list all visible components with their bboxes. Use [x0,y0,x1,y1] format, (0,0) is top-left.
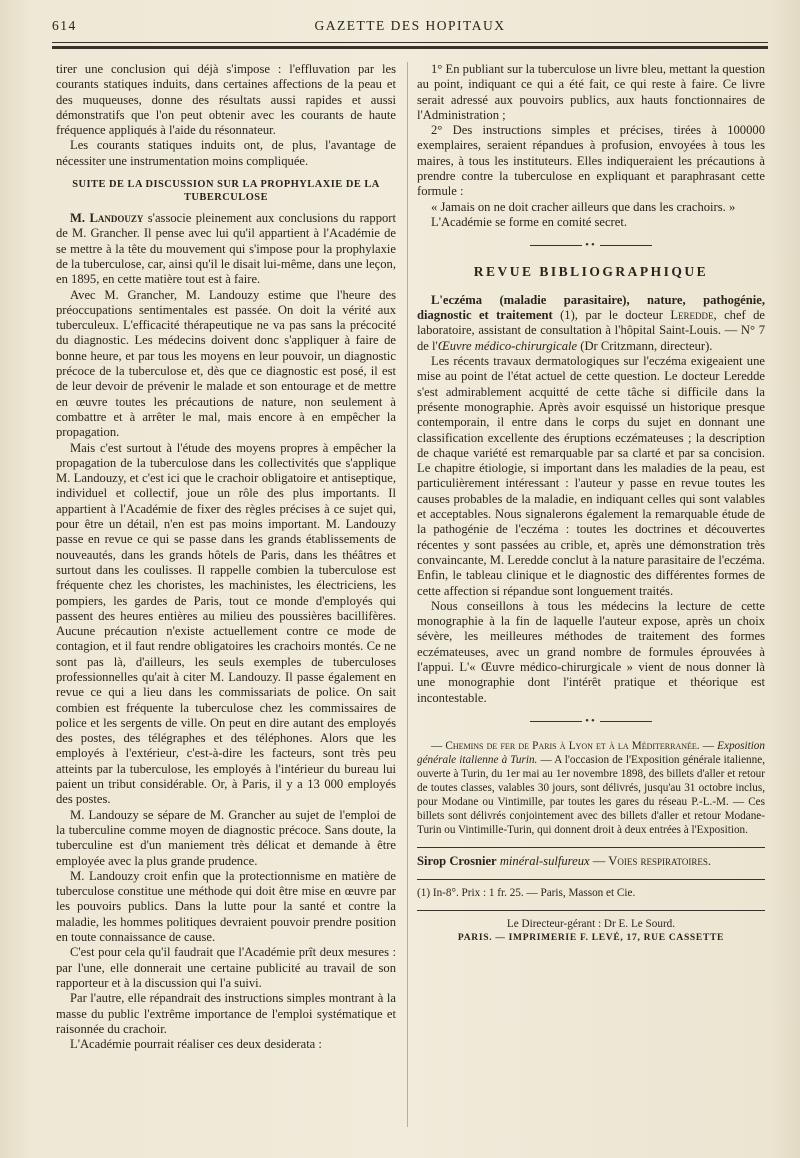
advertisement [417,854,765,869]
rail-notice [417,739,765,837]
rail-subject: Exposition générale italienne à Turin. [417,740,765,767]
paragraph: C'est pour cela qu'il faudrait que l'Académie prît deux mesures : par l'une, elle donnerait une certaine publicité au travail de son rapporteur et à la discussion qui l'a suivi. [56,945,396,990]
ad-product: minéral-sulfureux [499,854,590,869]
rail-heading: — Chemins de fer de Paris à Lyon et à la Méditerranée. — [431,740,718,753]
paragraph: tirer une conclusion qui déjà s'impose : l'effluvation par les courants statiques induits, dans certaines affections de la peau et des muqueuses, donne des résultats aussi rapides et aussi démonstratifs que l'on peut obtenir avec les courants de haute fréquence appliqués à l'aide du résonnateur. [56,62,396,138]
book-details: (1), par le docteur [552,308,671,323]
paragraph: M. Landouzy se sépare de M. Grancher au sujet de l'emploi de la tuberculine comme moyen de diagnostic précoce. Sans doute, la tuberculine est d'un maniement très délicat et demande à être employée avec la plus grande prudence. [56,807,396,868]
ad-name: Sirop Crosnier [417,854,497,869]
rail-body: — A l'occasion de l'Exposition générale italienne, ouverte à Turin, du 1er mai au 1er novembre 1898, des billets d'aller et retour de toutes classes, valables 30 jours, sont délivrés, jusqu'au 31 octobre inclus, pour Modane ou Vintimille, par toutes les gares du réseau P.-L.-M. — Ces billets sont délivrés conjointement avec des billets d'aller et retour Modane-Turin ou Vintimille-Turin, qui donnent droit à deux entrées à l'Exposition. [417,754,765,837]
director-line: Le Directeur-gérant : Dr E. Le Sourd. [506,918,676,931]
paragraph: Par l'autre, elle répandrait des instructions simples montrant à la masse du public l'extrême importance de l'emploi systématique et raisonnée du crachoir. [56,991,396,1036]
paragraph: Les courants statiques induits ont, de plus, l'avantage de nécessiter une instrumentation moins compliquée. [56,138,396,168]
divider [417,910,765,911]
column-divider [407,62,408,1127]
book-details: (Dr Critzmann, directeur). [577,338,713,353]
divider [417,847,765,848]
page-title: GAZETTE DES HOPITAUX [314,18,506,33]
page-header [52,18,768,40]
paragraph: Mais c'est surtout à l'étude des moyens propres à empêcher la propagation de la tuberculose dans les collectivités que s'applique M. Landouzy, et c'est ici que le crachoir obligatoire et antiseptique, individuel et collectif, joue un rôle des plus importants. Il appartient à l'Académie de fixer des règles précises à ce sujet qui, pour être un détail, n'en est pas moins important. M. Landouzy passe en revue ce qui se passe dans les grands établissements de nouveautés, dans les grands hôtels de Paris, dans les théâtres et surtout dans les coulisses. Il rappelle combien la tuberculose est fréquente chez les choristes, les machinistes, les électriciens, les pompiers, les gardes de Paris, tout ce monde d'employés qui passent des heures entières au milieu des poussières bacillifères. Aucune précaution n'existe actuellement contre ce mode de contagion, et il faut rendre obligatoires les crachoirs montés. Ce ne sont pas là, d'ailleurs, les seuls exemples de tuberculoses professionnelles qu'ait à citer M. Landouzy. Il passe également en revue ce qui a lieu dans les commissariats de police. On sait combien est fréquente la tuberculose chez les commissaires de police et les sergents de ville. On peut en dire autant des employés des postes, des télégraphes et des téléphones. Alors que les employés à l'extérieur, c'est-à-dire les facteurs, sont très peu atteints par la tuberculose, les employés à l'intérieur du bureau lui paient un tribut considérable. Or, à Paris, il y a 13 000 employés des postes. [56,440,396,807]
section-subheading: SUITE DE LA DISCUSSION SUR LA PROPHYLAXIE DE LA TUBERCULOSE [72,179,380,204]
paragraph: L'Académie se forme en comité secret. [431,214,627,229]
paragraph-text: s'associe pleinement aux conclusions du rapport de M. Grancher. Il pense avec lui qu'il appartient à l'Académie de se mettre à la tête du mouvement qui s'impose pour la prophylaxie de la tuberculose, car, ainsi qu'il le disait lui-même, dans une leçon, en 1895, en cette matière tout est à faire. [56,211,396,287]
book-details: , chef de laboratoire, assistant de consultation à l'hôpital Saint-Louis. — N° 7 de l' [417,308,765,353]
footnote: (1) In-8°. Prix : 1 fr. 25. — Paris, Masson et Cie. [417,887,636,900]
book-title: L'eczéma (maladie parasitaire), nature, pathogénie, diagnostic et traitement [417,292,765,323]
speaker-name: M. Landouzy [70,211,144,226]
paragraph: M. Landouzy croit enfin que la protectionnisme en matière de tuberculose constitue une méthode qui doit être mise en œuvre par les pouvoirs publics. Dans la lutte pour la santé et contre la maladie, les hommes politiques devraient pouvoir prendre position en toute connaissance de cause. [56,868,396,945]
book-author: Leredde [670,308,714,323]
paragraph: Avec M. Grancher, M. Landouzy estime que l'heure des préoccupations sentimentales est passée. On doit la vérité aux tuberculeux. L'efficacité thérapeutique ne va pas sans la précocité du diagnostic. Les médecins doivent donc s'appliquer à faire de bonne heure, et par tous les moyens en leur pouvoir, un diagnostic précoce de la tuberculose et, dès que ce diagnostic est posé, il est de leur devoir de prévenir le malade et son entourage et de mettre en œuvre toutes les précautions de nature, non seulement à combattre et à arrêter le mal, mais encore à en empêcher la propagation. [56,287,396,440]
paragraph: L'Académie pourrait réaliser ces deux desiderata : [70,1037,322,1052]
page-number: 614 [52,18,77,33]
book-reference [417,293,765,354]
ad-tail: — Voies respiratoires. [589,854,711,869]
paragraph [56,211,396,287]
section-title: REVUE BIBLIOGRAPHIQUE [473,263,709,279]
paragraph: « Jamais on ne doit cracher ailleurs que dans les crachoirs. » [431,199,736,214]
printer-line: PARIS. — IMPRIMERIE F. LEVÉ, 17, RUE CASSETTE [457,933,725,944]
paragraph: 2° Des instructions simples et précises, tirées à 100000 exemplaires, seraient répandues à profusion, envoyées à tous les maires, à tous les instituteurs. Elles indiqueraient les précautions à prendre contre la tuberculose en expliquant et paraphrasant cette formule : [417,123,765,199]
left-column [56,62,396,1052]
paragraph: Les récents travaux dermatologiques sur l'eczéma exigeaient une mise au point de l'état actuel de cette question. Le docteur Leredde s'est admirablement acquitté de cette tâche si difficile dans la présente monographie. Après avoir esquissé un historique presque contemporain, il entre dans le corps du sujet en donnant une classification excellente des éruptions eczémateuses ; la description de chaque variété est remarquable par sa clarté et par sa concision. Le chapitre étiologie, si important dans les maladies de la peau, est particulièrement intéressant : l'auteur y passe en revue toutes les causes probables de la maladie, en indiquant celles qui sont valables et acceptables. Nous signalerons également la remarquable étude de la pathogénie de l'eczéma : toutes les doctrines et découvertes récentes y sont passées au crible, et, après une démonstration très convaincante, M. Leredde conclut à la nature parasitaire de l'eczéma. Enfin, le tableau clinique et le diagnostic des différentes formes de cette affection si répandue sont longuement traités. [417,354,765,598]
ornament-separator: •• [417,714,765,729]
header-rule-thick [52,46,768,49]
paragraph: 1° En publiant sur la tuberculose un livre bleu, mettant la question au point, indiquant ce qui a été fait, ce qui reste à faire. Ce livre serait adressé aux pouvoirs publics, aux hauts fonctionnaires de l'Administration ; [417,62,765,122]
ornament-separator: •• [417,238,765,253]
divider [417,879,765,880]
paragraph: Nous conseillons à tous les médecins la lecture de cette monographie à la fin de laquelle l'auteur expose, après un choix sévère, les meilleures méthodes de traitement des formes eczémateuses, avec un grand nombre de formules éprouvées à l'appui. L'« Œuvre médico-chirurgicale » vient de nous donner là une monographie dont l'intérêt pratique et théorique est incontestable. [417,598,765,705]
right-column [417,62,765,947]
book-series: Œuvre médico-chirurgicale [437,338,578,353]
header-rule [52,42,768,43]
